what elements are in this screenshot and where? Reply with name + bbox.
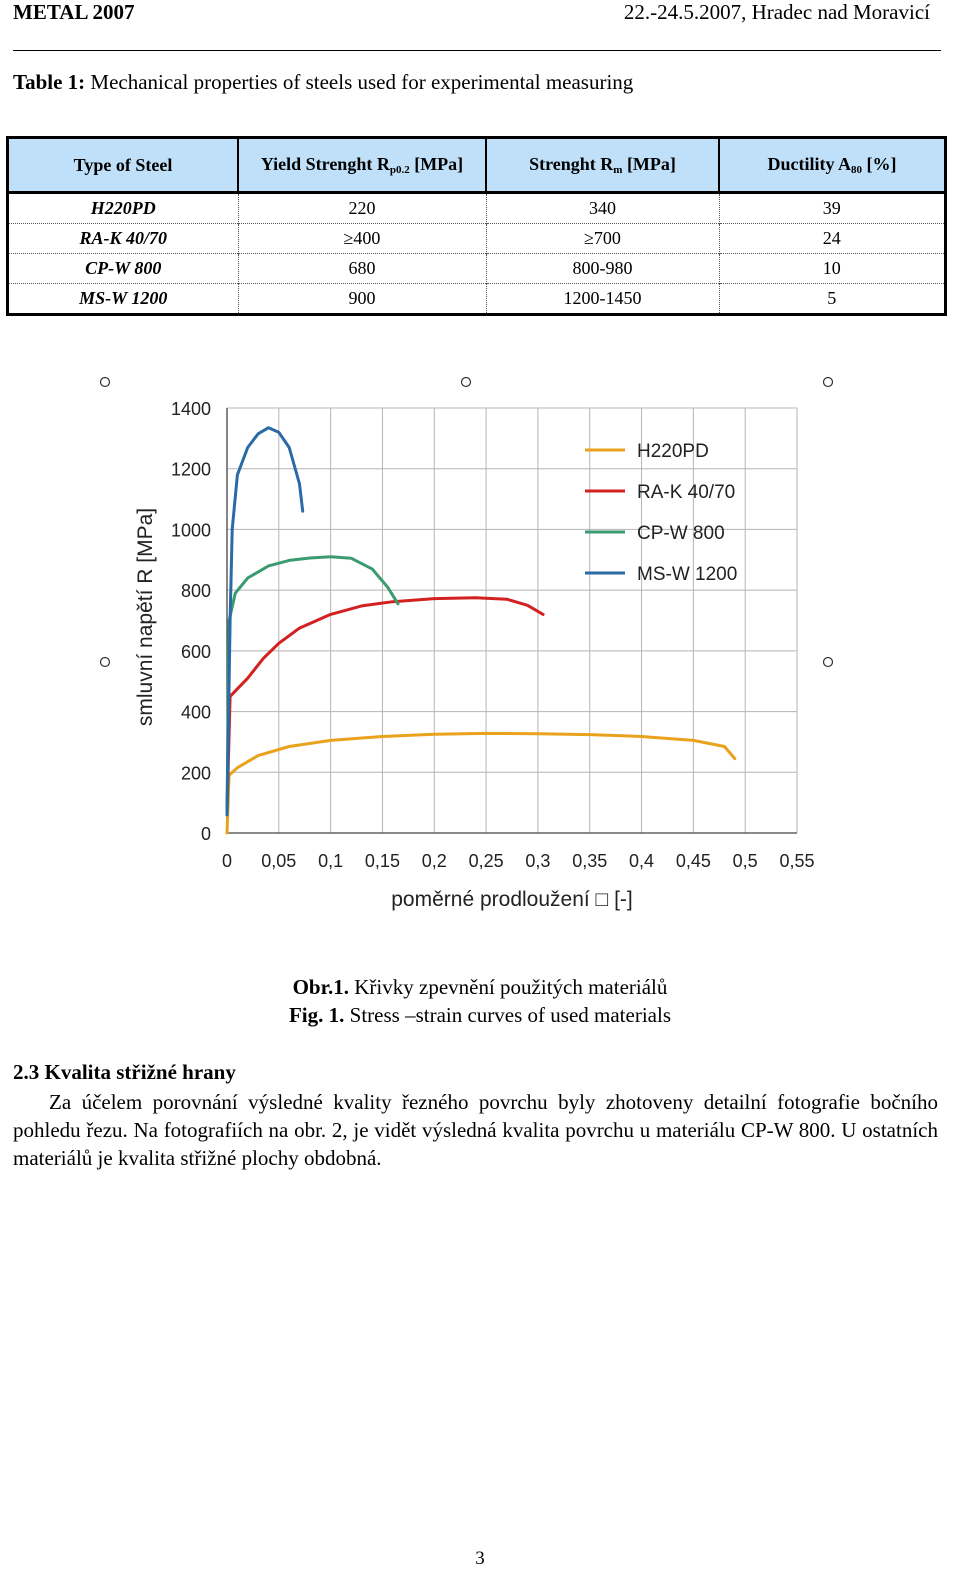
table-caption-text: Mechanical properties of steels used for experimental measuring: [90, 70, 634, 94]
x-tick-label: 0: [221, 851, 233, 871]
x-tick-label: 0,4: [629, 851, 655, 871]
y-tick-label: 1200: [170, 459, 211, 480]
cell-type: CP-W 800: [8, 254, 239, 284]
cell-strength: 800-980: [486, 254, 719, 284]
legend-label: RA-K 40/70: [637, 482, 736, 503]
figure-handle: [101, 658, 110, 667]
cell-ductility: 10: [719, 254, 946, 284]
y-tick-label: 400: [180, 702, 211, 723]
figure-caption-en: [0, 1003, 960, 1028]
header-rule: [13, 50, 941, 51]
table-row: [8, 224, 946, 254]
section-paragraph: [13, 1088, 938, 1172]
cell-type: MS-W 1200: [8, 284, 239, 315]
chart-legend: [585, 441, 737, 585]
col-strength: Strenght $R_m$ [MPa]: [486, 138, 719, 193]
cell-strength: ≥700: [486, 224, 719, 254]
x-tick-label: 0,5: [732, 851, 758, 871]
x-tick-label: 0,15: [364, 851, 400, 871]
table-row: [8, 193, 946, 224]
stress-strain-chart: [0, 360, 960, 935]
table-row: [8, 284, 946, 315]
cell-strength: 340: [486, 193, 719, 224]
header-date-place: 22.-24.5.2007, Hradec nad Moravicí: [623, 0, 930, 24]
y-axis-label: smluvní napětí R [MPa]: [134, 507, 157, 727]
series-line: [227, 598, 543, 812]
chart-axes: [227, 408, 797, 833]
page-number: 3: [475, 1548, 485, 1569]
x-tick-label: 0,35: [572, 851, 608, 871]
table-caption: [13, 70, 633, 95]
figure-caption-en-text: Stress –strain curves of used materials: [344, 1003, 671, 1027]
cell-yield: 680: [238, 254, 486, 284]
col-type: Type of Steel: [8, 138, 239, 193]
cell-ductility: 5: [719, 284, 946, 315]
cell-ductility: 24: [719, 224, 946, 254]
x-tick-label: 0,05: [261, 851, 297, 871]
col-yield: Yield Strenght $R_{p0.2}$ [MPa]: [238, 138, 486, 193]
col-ductility: Ductility $A_{80}$ [%]: [719, 138, 946, 193]
x-tick-label: 0,3: [525, 851, 551, 871]
x-tick-label: 0,55: [779, 851, 815, 871]
header-conference: METAL 2007: [13, 0, 135, 24]
y-tick-label: 200: [180, 763, 211, 784]
y-tick-label: 800: [180, 581, 211, 602]
cell-yield: 220: [238, 193, 486, 224]
figure-caption-cz: [0, 975, 960, 1000]
legend-label: MS-W 1200: [637, 564, 738, 585]
properties-table: [6, 136, 947, 316]
figure-handle: [824, 658, 833, 667]
cell-ductility: 39: [719, 193, 946, 224]
y-tick-label: 600: [180, 641, 211, 662]
figure-handle: [101, 378, 110, 387]
cell-yield: 900: [238, 284, 486, 315]
y-tick-label: 1000: [170, 520, 211, 541]
figure-handle: [462, 378, 471, 387]
x-tick-label: 0,2: [421, 851, 447, 871]
x-tick-label: 0,25: [468, 851, 504, 871]
x-tick-label: 0,45: [675, 851, 711, 871]
legend-label: H220PD: [637, 441, 709, 462]
series-line: [227, 557, 398, 815]
section-heading: 2.3 Kvalita střižné hrany: [13, 1060, 236, 1084]
table-row: [8, 254, 946, 284]
legend-label: CP-W 800: [637, 523, 725, 544]
chart-svg: [0, 360, 960, 930]
table-caption-label: Table 1:: [13, 70, 86, 94]
chart-tick-labels: [171, 399, 815, 871]
x-axis-label: poměrné prodloužení □ [-]: [391, 888, 633, 911]
table-header-row: [8, 138, 946, 193]
paragraph-text: Za účelem porovnání výsledné kvality řezného povrchu byly zhotoveny detailní fotografie bočního pohledu řezu. Na fotografiích na obr. 2, je vidět výsledná kvalita povrchu u materiálu CP-W 800. U ostatních materiálů je kvalita střižné plochy obdobná.: [13, 1090, 938, 1170]
series-line: [227, 428, 303, 815]
y-tick-label: 0: [200, 824, 211, 844]
series-line: [227, 733, 735, 833]
figure-handle: [824, 378, 833, 387]
cell-type: RA-K 40/70: [8, 224, 239, 254]
x-tick-label: 0,1: [318, 851, 344, 871]
cell-yield: ≥400: [238, 224, 486, 254]
cell-strength: 1200-1450: [486, 284, 719, 315]
chart-grid: [227, 408, 797, 833]
figure-caption-cz-text: Křivky zpevnění použitých materiálů: [349, 975, 668, 999]
figure-caption-cz-label: Obr.1.: [292, 975, 349, 999]
figure-caption-en-label: Fig. 1.: [288, 1003, 345, 1027]
y-tick-label: 1400: [170, 399, 211, 419]
cell-type: H220PD: [90, 198, 156, 218]
